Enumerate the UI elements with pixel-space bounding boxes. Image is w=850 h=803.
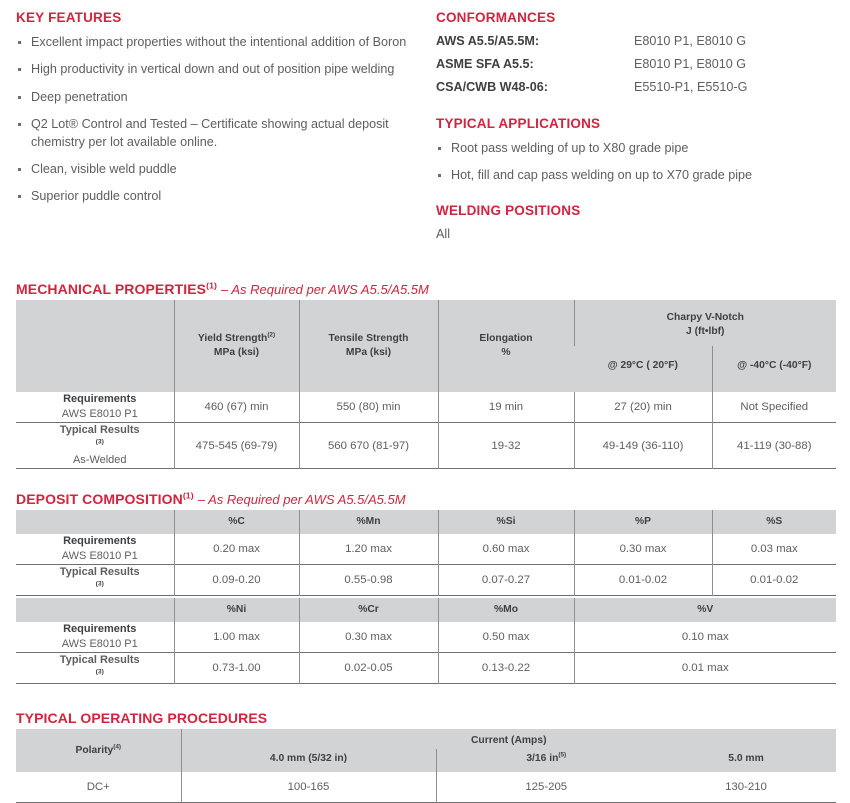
title-footnote-ref: (1): [182, 490, 194, 501]
list-item: Hot, fill and cap pass welding on up to X70 grade pipe: [436, 167, 836, 184]
row-label-title: Requirements: [63, 392, 137, 405]
header-size-316in-label: 3/16 in: [526, 752, 559, 764]
row-label-footnote-ref: (3): [95, 438, 104, 446]
cell-charpy-cold: Not Specified: [712, 392, 836, 423]
cell-carbon: 0.20 max: [174, 534, 299, 565]
deposit-composition-section: [0, 491, 850, 684]
cell-tensile: 560 670 (81-97): [299, 422, 438, 468]
header-silicon: %Si: [438, 510, 574, 534]
title-subtitle: – As Required per AWS A5.5/A5.5M: [197, 492, 406, 508]
mechanical-properties-section: [0, 281, 850, 469]
cell-carbon: 0.09-0.20: [174, 564, 299, 595]
deposit-composition-title: [16, 491, 836, 507]
cell-phosphorus: 0.30 max: [574, 534, 712, 565]
table-header: [16, 729, 836, 772]
header-elongation-unit: %: [501, 346, 511, 358]
cell-silicon: 0.07-0.27: [438, 564, 574, 595]
header-charpy-unit: J (ft•lbf): [686, 325, 725, 337]
conformance-label: CSA/CWB W48-06:: [436, 80, 548, 94]
row-label-title: [26, 565, 174, 593]
mechanical-properties-title: [16, 281, 836, 297]
header-elongation: [438, 300, 574, 392]
cell-sulfur: 0.03 max: [712, 534, 836, 565]
table-body: [16, 534, 836, 596]
conformance-value: E8010 P1, E8010 G: [634, 57, 747, 71]
row-label-title-text: Typical Results: [59, 653, 140, 666]
typical-applications-section: [436, 116, 836, 185]
operating-procedures-section: [0, 710, 850, 803]
cell-yield: 475-545 (69-79): [174, 422, 299, 468]
conformance-label: ASME SFA A5.5:: [436, 57, 534, 71]
row-label-title-text: Typical Results: [59, 423, 140, 436]
table-row: [16, 772, 836, 803]
typical-applications-list: [436, 140, 836, 185]
title-text: DEPOSIT COMPOSITION: [16, 491, 183, 508]
cell-chromium: 0.02-0.05: [299, 652, 438, 683]
row-label-footnote-ref: (3): [95, 580, 104, 588]
header-chromium: %Cr: [299, 598, 438, 622]
row-label-subtitle: AWS E8010 P1: [61, 550, 138, 563]
header-polarity-footnote-ref: (4): [113, 743, 122, 751]
conformances-list: [436, 34, 836, 94]
cell-tensile: 550 (80) min: [299, 392, 438, 423]
header-polarity: [16, 729, 181, 772]
typical-applications-heading: TYPICAL APPLICATIONS: [436, 116, 601, 131]
cell-vanadium: 0.10 max: [574, 622, 836, 653]
table-header: [16, 598, 836, 622]
table-header-row: [16, 510, 836, 534]
row-label-typical-results: [16, 564, 174, 595]
deposit-composition-table-a: [16, 510, 836, 596]
row-label-title: Requirements: [63, 622, 137, 635]
header-blank: [16, 510, 174, 534]
conformances-heading: CONFORMANCES: [436, 10, 556, 25]
cell-silicon: 0.60 max: [438, 534, 574, 565]
table-header-row-top: [16, 729, 836, 749]
row-label-footnote-ref: (3): [95, 668, 104, 676]
row-label-requirements: [16, 622, 174, 653]
cell-current-4mm: 100-165: [181, 772, 436, 803]
row-label-title: [26, 423, 174, 451]
cell-molybdenum: 0.13-0.22: [438, 652, 574, 683]
header-size-4mm: 4.0 mm (5/32 in): [181, 749, 436, 773]
header-nickel: %Ni: [174, 598, 299, 622]
key-features-heading: KEY FEATURES: [16, 10, 122, 25]
header-elongation-label: Elongation: [479, 333, 533, 345]
header-charpy-label: Charpy V-Notch: [666, 312, 744, 324]
welding-positions-heading: WELDING POSITIONS: [436, 202, 581, 218]
cell-charpy-warm: 49-149 (36-110): [574, 422, 712, 468]
key-features-section: [16, 10, 430, 241]
row-label-title: [26, 653, 174, 681]
table-row: [16, 622, 836, 653]
header-molybdenum: %Mo: [438, 598, 574, 622]
cell-elongation: 19-32: [438, 422, 574, 468]
right-column: [430, 10, 836, 241]
operating-procedures-table: [16, 729, 836, 803]
header-blank: [16, 598, 174, 622]
row-label-subtitle: As-Welded: [72, 454, 127, 467]
header-polarity-label: Polarity: [75, 744, 114, 756]
conformance-row: [436, 34, 836, 48]
mechanical-properties-table: [16, 300, 836, 469]
title-subtitle: – As Required per AWS A5.5/A5.5M: [221, 281, 429, 297]
header-tensile-unit: MPa (ksi): [345, 346, 392, 358]
conformance-row: [436, 57, 836, 71]
row-label-typical-results: [16, 422, 174, 468]
list-item: Deep penetration: [16, 89, 430, 106]
table-header-row-top: [16, 300, 836, 346]
welding-positions-value: All: [436, 226, 450, 241]
cell-chromium: 0.30 max: [299, 622, 438, 653]
cell-current-316in: 125-205: [436, 772, 656, 803]
list-item: Superior puddle control: [16, 188, 430, 205]
cell-sulfur: 0.01-0.02: [712, 564, 836, 595]
row-label-title-text: Typical Results: [59, 565, 140, 578]
header-size-316in-footnote-ref: (5): [558, 751, 567, 759]
row-label-title: Requirements: [63, 534, 137, 547]
table-row: [16, 564, 836, 595]
table-header: [16, 300, 836, 392]
table-body: [16, 622, 836, 684]
list-item: Excellent impact properties without the intentional addition of Boron: [16, 34, 430, 51]
list-item: Q2 Lot® Control and Tested – Certificate showing actual deposit chemistry per lot available online.: [16, 116, 430, 151]
list-item: Clean, visible weld puddle: [16, 161, 430, 178]
cell-current-5mm: 130-210: [725, 781, 767, 794]
conformance-label: AWS A5.5/A5.5M:: [436, 34, 540, 48]
header-blank: [16, 300, 174, 392]
row-label-subtitle: AWS E8010 P1: [61, 638, 138, 651]
cell-nickel: 1.00 max: [174, 622, 299, 653]
header-yield-unit: MPa (ksi): [213, 346, 260, 358]
row-label-requirements: [16, 392, 174, 423]
conformance-value: E5510-P1, E5510-G: [634, 80, 748, 94]
header-current-group: Current (Amps): [181, 729, 836, 749]
conformance-row: [436, 80, 836, 94]
row-label-subtitle: AWS E8010 P1: [61, 408, 138, 421]
cell-manganese: 1.20 max: [299, 534, 438, 565]
conformance-value: E8010 P1, E8010 G: [634, 34, 747, 48]
header-sulfur: %S: [712, 510, 836, 534]
row-label-typical-results: [16, 652, 174, 683]
operating-procedures-title: TYPICAL OPERATING PROCEDURES: [16, 710, 268, 727]
header-size-316in: [436, 749, 656, 773]
cell-yield: 460 (67) min: [174, 392, 299, 423]
cell-polarity: DC+: [86, 781, 110, 794]
header-vanadium: %V: [574, 598, 836, 622]
key-features-list: [16, 34, 430, 206]
table-row: [16, 652, 836, 683]
title-text: MECHANICAL PROPERTIES: [16, 280, 207, 297]
header-charpy-group: [574, 300, 836, 346]
header-size-5mm: 5.0 mm: [656, 749, 836, 773]
table-body: [16, 772, 836, 803]
conformances-section: [436, 10, 836, 94]
cell-elongation: 19 min: [438, 392, 574, 423]
welding-positions-section: [436, 203, 836, 241]
table-row: [16, 534, 836, 565]
table-header-row: [16, 598, 836, 622]
list-item: High productivity in vertical down and out of position pipe welding: [16, 61, 430, 78]
cell-nickel: 0.73-1.00: [174, 652, 299, 683]
table-header: [16, 510, 836, 534]
header-charpy-cold: @ -40°C (-40°F): [712, 346, 836, 392]
cell-molybdenum: 0.50 max: [438, 622, 574, 653]
cell-charpy-cold: 41-119 (30-88): [712, 422, 836, 468]
header-manganese: %Mn: [299, 510, 438, 534]
table-body: [16, 392, 836, 469]
header-yield-strength: [174, 300, 299, 392]
header-charpy-warm: @ 29°C ( 20°F): [574, 346, 712, 392]
cell-manganese: 0.55-0.98: [299, 564, 438, 595]
title-footnote-ref: (1): [206, 280, 217, 291]
header-yield-footnote-ref: (2): [267, 331, 276, 339]
header-yield-label: Yield Strength: [197, 333, 268, 345]
list-item: Root pass welding of up to X80 grade pipe: [436, 140, 836, 157]
table-row: [16, 392, 836, 423]
header-tensile-strength: [299, 300, 438, 392]
deposit-composition-table-b: [16, 598, 836, 684]
header-carbon: %C: [174, 510, 299, 534]
header-phosphorus: %P: [574, 510, 712, 534]
top-columns: [0, 0, 850, 241]
row-label-requirements: [16, 534, 174, 565]
header-tensile-label: Tensile Strength: [328, 333, 409, 345]
cell-charpy-warm: 27 (20) min: [574, 392, 712, 423]
cell-vanadium: 0.01 max: [574, 652, 836, 683]
cell-phosphorus: 0.01-0.02: [574, 564, 712, 595]
table-row: [16, 422, 836, 468]
